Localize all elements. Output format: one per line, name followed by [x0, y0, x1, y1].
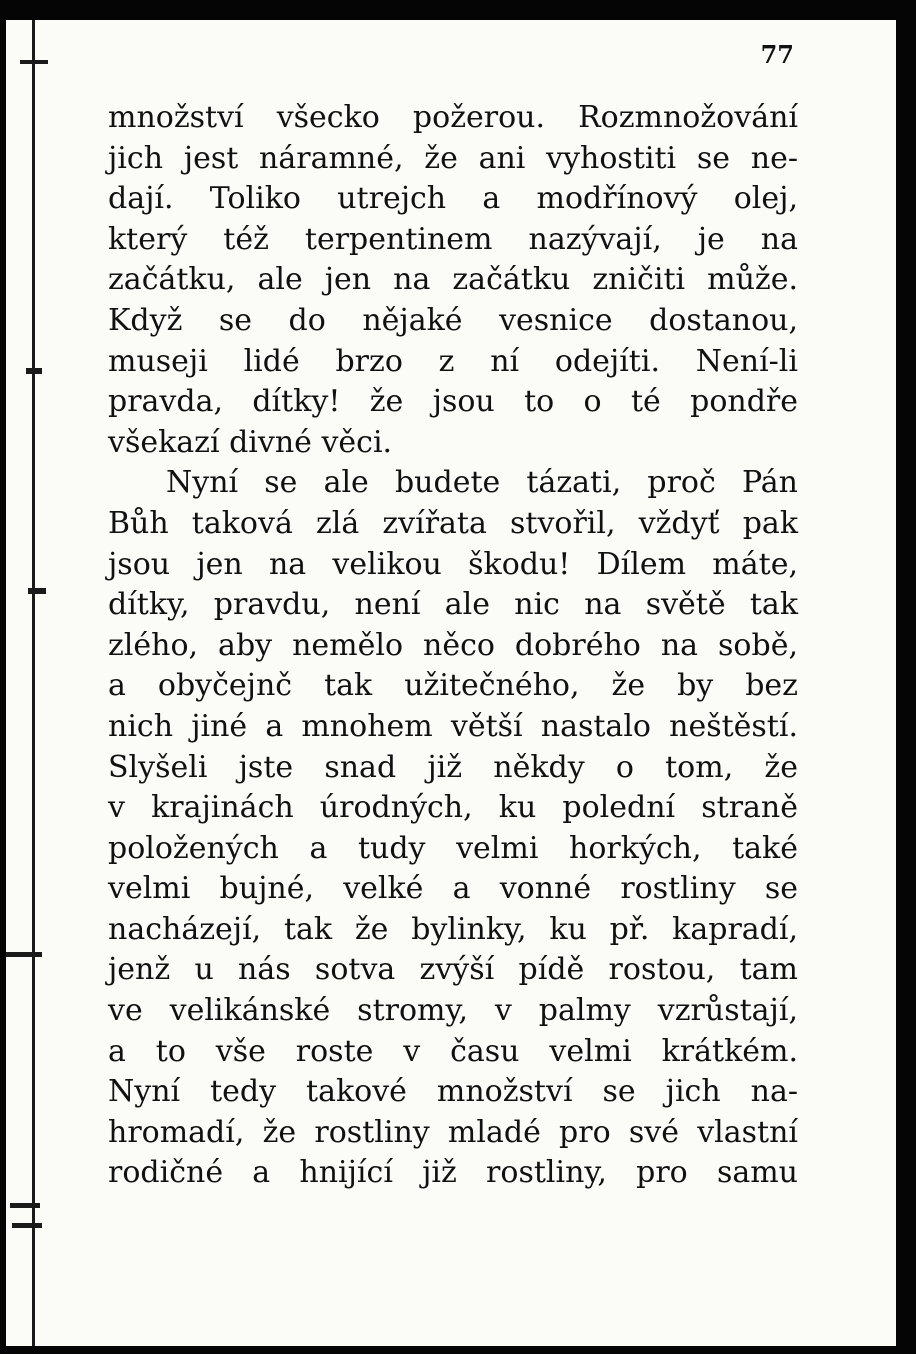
text-line: jenž u nás sotva zvýší pídě rostou, tam: [108, 952, 798, 988]
edge-tick: [28, 588, 46, 594]
text-line: nacházejí, tak že bylinky, ku př. kapradí,: [108, 911, 798, 947]
text-line: který též terpentinem nazývají, je na: [108, 221, 798, 257]
text-line: pravda, dítky! že jsou to o té pondře: [108, 384, 798, 420]
book-page: [6, 20, 896, 1346]
text-line: dají. Toliko utrejch a modřínový olej,: [108, 181, 798, 217]
text-line: a to vše roste v času velmi krátkém.: [108, 1033, 798, 1069]
text-line: velmi bujné, velké a vonné rostliny se: [108, 871, 798, 907]
text-line: Když se do nějaké vesnice dostanou,: [108, 302, 798, 338]
text-line: Nyní se ale budete tázati, proč Pán: [166, 465, 798, 501]
text-line: zlého, aby nemělo něco dobrého na sobě,: [108, 627, 798, 663]
text-line: museji lidé brzo z ní odejíti. Není-li: [108, 343, 798, 379]
edge-tick: [12, 1223, 42, 1228]
page-number: 77: [760, 40, 794, 69]
text-line: v krajinách úrodných, ku polední straně: [108, 790, 798, 826]
text-line: Slyšeli jste snad již někdy o tom, že: [108, 749, 798, 785]
page-text: [108, 98, 798, 1194]
text-line: nich jiné a mnohem větší nastalo neštěstí.: [108, 708, 798, 744]
text-line: všekazí divné věci.: [108, 424, 393, 460]
text-line: hromadí, že rostliny mladé pro své vlastní: [108, 1114, 798, 1150]
edge-tick: [26, 368, 42, 374]
edge-tick: [10, 1203, 40, 1208]
text-line: Nyní tedy takové množství se jich na-: [108, 1074, 798, 1110]
text-line: dítky, pravdu, není ale nic na světě tak: [108, 587, 798, 623]
text-line: rodičné a hnijící již rostliny, pro samu: [108, 1155, 798, 1191]
edge-tick: [6, 952, 42, 957]
text-line: položených a tudy velmi horkých, také: [108, 830, 798, 866]
text-line: a obyčejnč tak užitečného, že by bez: [108, 668, 798, 704]
edge-tick: [20, 60, 48, 64]
page-edge-line: [32, 20, 35, 1346]
text-line: začátku, ale jen na začátku zničiti může.: [108, 262, 798, 298]
text-line: jsou jen na velikou škodu! Dílem máte,: [108, 546, 798, 582]
text-line: Bůh taková zlá zvířata stvořil, vždyť pak: [108, 505, 798, 541]
text-line: množství všecko požerou. Rozmnožování: [108, 100, 798, 135]
text-line: jich jest náramné, že ani vyhostiti se ne-: [108, 140, 798, 176]
text-line: ve velikánské stromy, v palmy vzrůstají,: [108, 993, 798, 1029]
